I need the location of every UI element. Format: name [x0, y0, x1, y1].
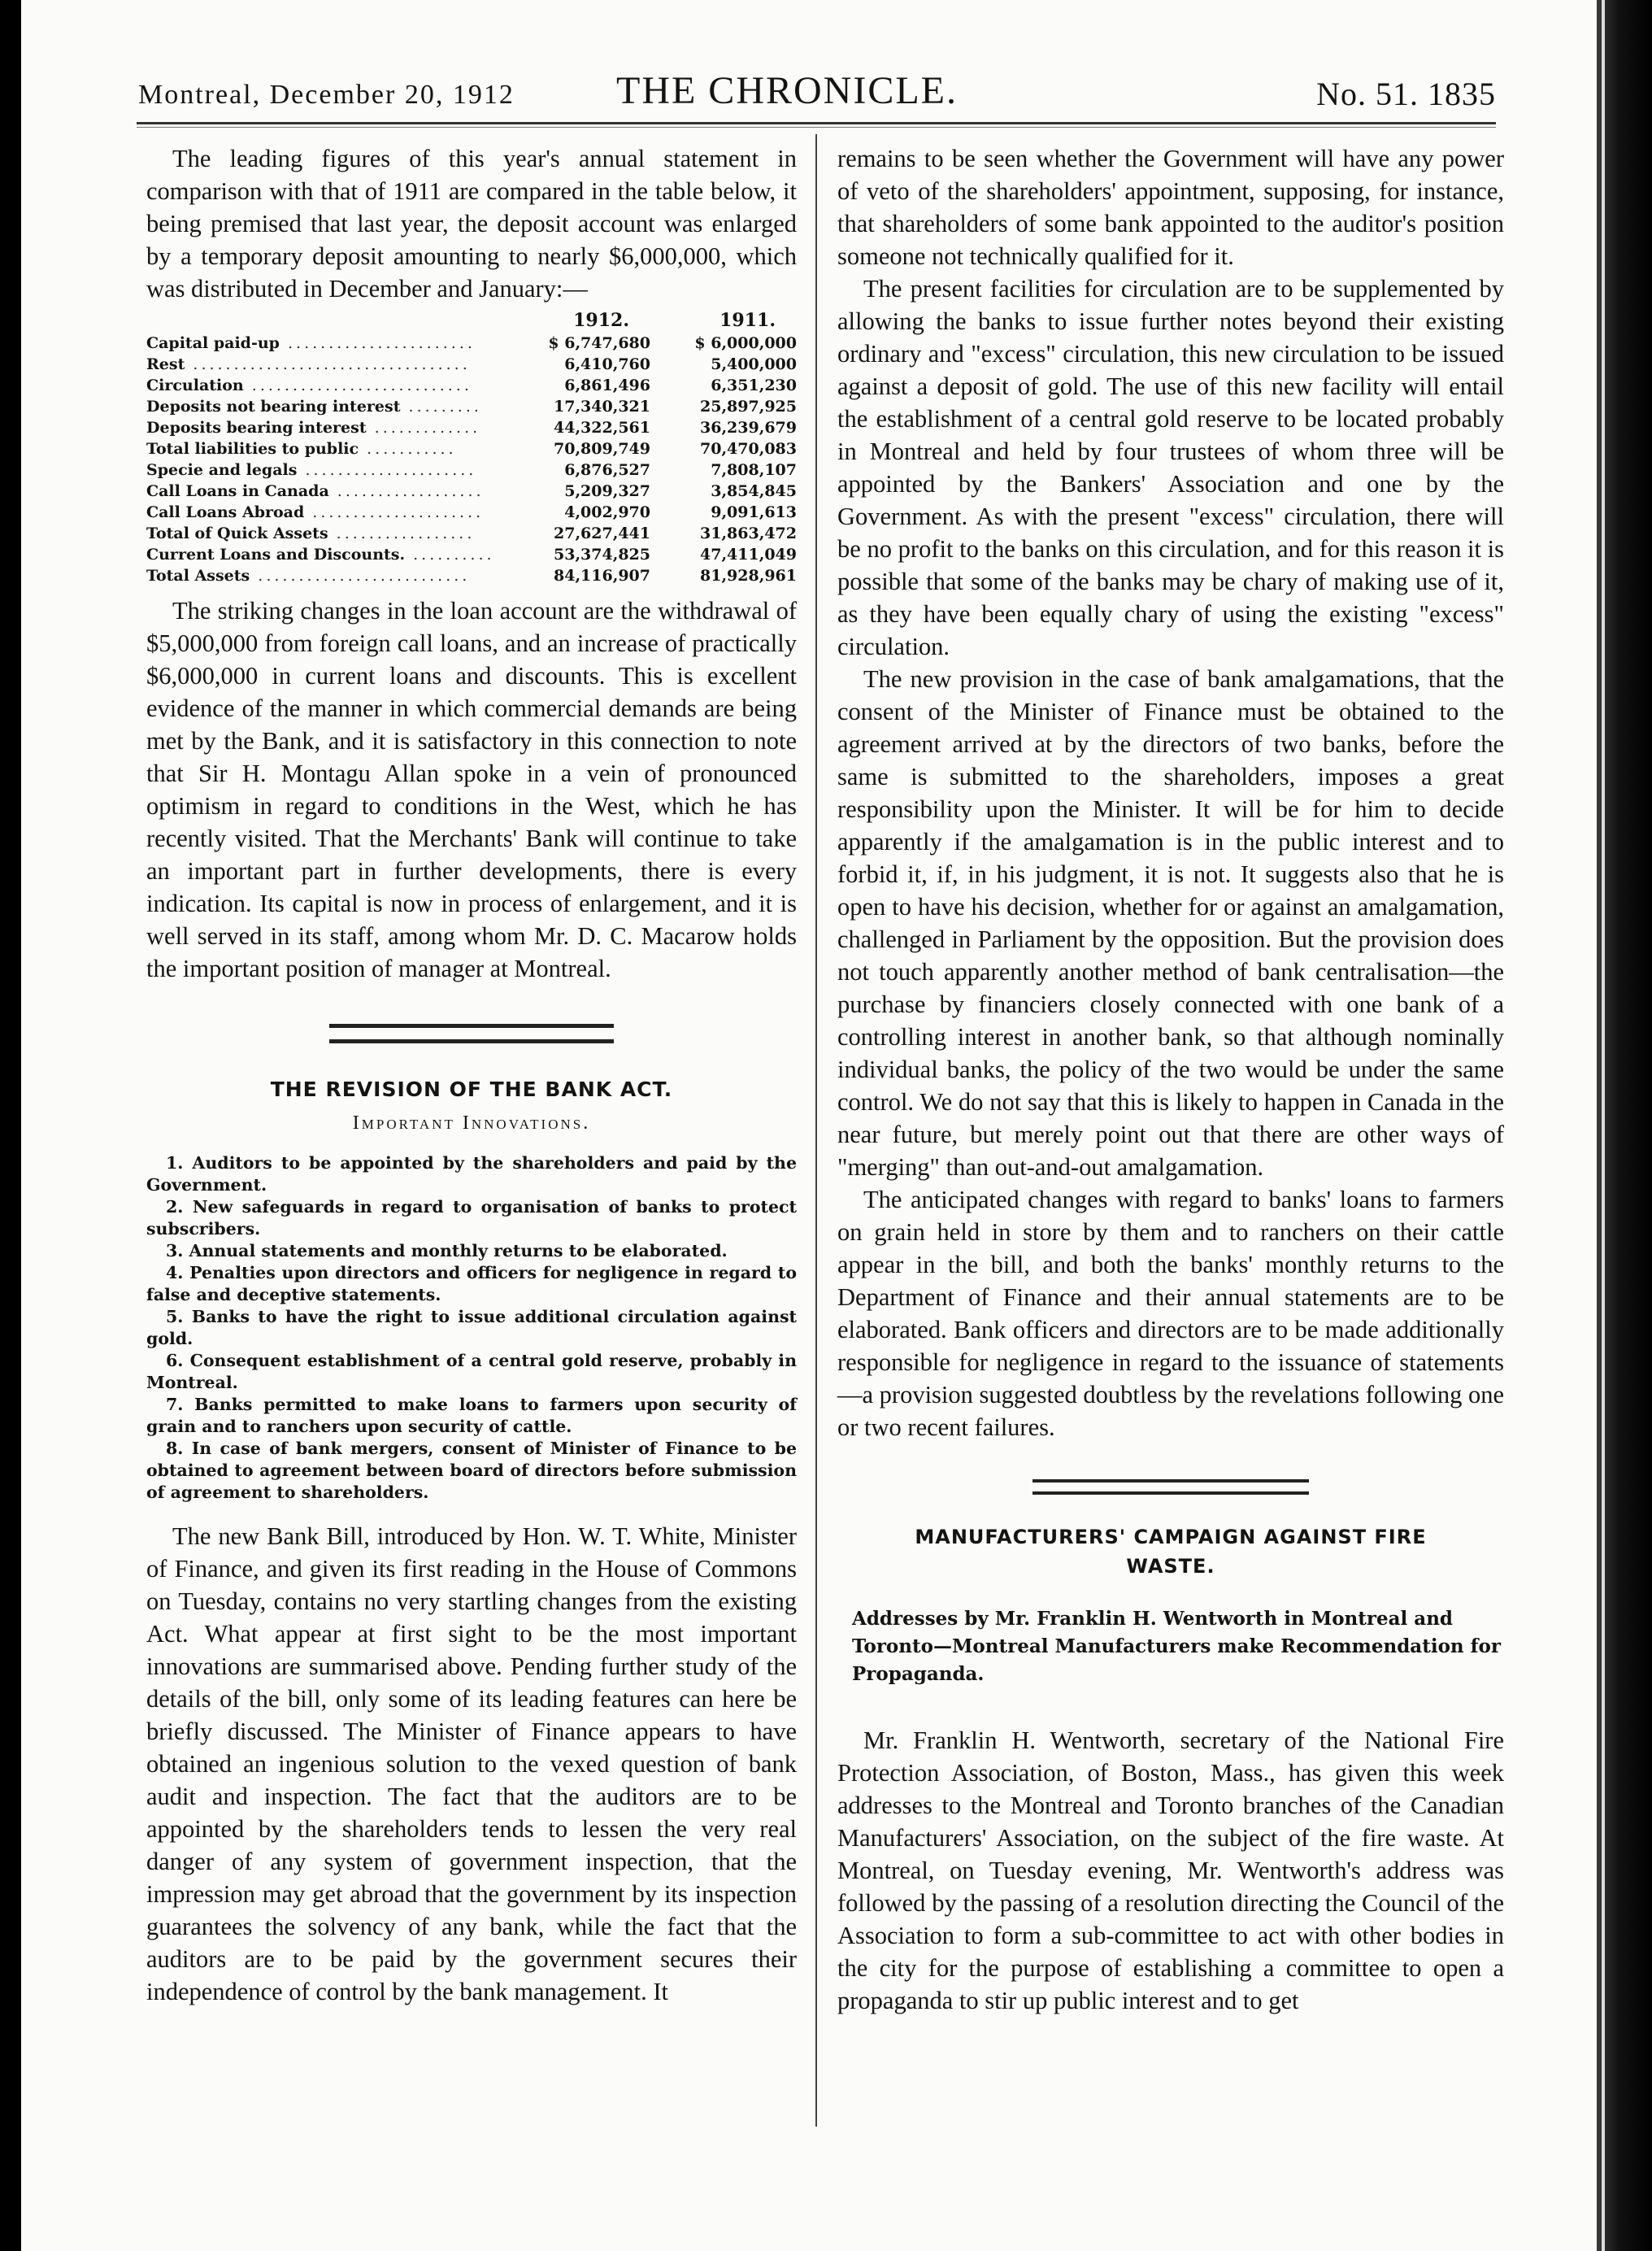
dot-leader: .......................... — [250, 567, 471, 585]
value-1912: 27,627,441 — [554, 525, 650, 542]
table-row — [146, 481, 797, 502]
value-1911: 3,854,845 — [711, 482, 797, 500]
farm-loans-paragraph: The anticipated changes with regard to banks' loans to farmers on grain held in store by them and to ranchers on their cattle appear in the bill, and both the banks' monthly returns to the Department of Finance and their annual statements are to be elaborated. Bank officers and directors are to be made additionally responsible for negligence in regard to the issuance of statements—a provision suggested doubtless by the revelations following one or two recent failures. — [837, 1186, 1504, 1441]
value-1911: 9,091,613 — [711, 503, 797, 521]
table-header-blank — [146, 310, 504, 333]
value-1911: 36,239,679 — [700, 419, 797, 437]
value-1911: 81,928,961 — [700, 567, 797, 585]
value-1912: $ 6,747,680 — [548, 334, 650, 352]
fire-waste-title: MANUFACTURERS' CAMPAIGN AGAINST FIRE WASTE. — [915, 1526, 1427, 1578]
list-item: 3. Annual statements and monthly returns to be elaborated. — [166, 1241, 728, 1260]
row-label: Total of Quick Assets ................. — [146, 525, 476, 542]
value-1911: 25,897,925 — [700, 398, 797, 416]
row-label: Total liabilities to public ........... — [146, 440, 457, 458]
dot-leader: .................. — [328, 482, 485, 500]
row-label: Current Loans and Discounts. .......... — [146, 546, 495, 564]
value-1911: 31,863,472 — [700, 525, 797, 542]
year-header-1911: 1911. — [719, 310, 776, 331]
dot-leader: ........................... — [243, 377, 472, 394]
dot-leader: ............. — [366, 419, 481, 437]
dot-leader: ......... — [400, 398, 482, 416]
value-1912: 5,209,327 — [564, 482, 650, 500]
row-label: Deposits not bearing interest ......... — [146, 398, 482, 416]
value-1912: 4,002,970 — [564, 503, 650, 521]
value-1912: 53,374,825 — [554, 546, 650, 564]
list-item: 1. Auditors to be appointed by the shareholders and paid by the Government. — [146, 1153, 797, 1195]
value-1912: 84,116,907 — [554, 567, 650, 585]
row-label: Call Loans in Canada .................. — [146, 482, 485, 500]
header-rule — [137, 122, 1496, 124]
section-separator-right — [1032, 1479, 1309, 1495]
circulation-facilities-paragraph: The present facilities for circulation are to be supplemented by allowing the banks to issue further notes beyond their existing ordinary and "excess" circulation, this new circulation to be issued against a deposit of gold. The use of this new facility will entail the establishment of a central gold reserve to be located probably in Montreal and held by four trustees of whom three will be appointed by the Bankers' Association and one by the Government. As with the present "excess" circulation, there will be no profit to the banks on this circulation, and for this reason it is possible that some of the banks may be chary of making use of it, as they have been equally chary of using the existing "excess" circulation. — [837, 275, 1504, 660]
value-1911: 70,470,083 — [700, 440, 797, 458]
table-row — [146, 438, 797, 459]
header-issue-page-number: No. 51. 1835 — [1316, 76, 1496, 112]
striking-changes-paragraph: The striking changes in the loan account are the withdrawal of $5,000,000 from foreign call loans, and an increase of practically $6,000,000 in current loans and discounts. This is excellent evidence of the manner in which commercial demands are being met by the Bank, and it is satisfactory in this connection to note that Sir H. Montagu Allan spoke in a vein of pronounced optimism in regard to conditions in the West, which he has recently visited. That the Merchants' Bank will continue to take an important part in further developments, there is every indication. Its capital is now in process of enlargement, and it is well served in its staff, among whom Mr. D. C. Macarow holds the important position of manager at Montreal. — [146, 597, 797, 982]
column-divider — [815, 134, 817, 2127]
table-row — [146, 459, 797, 481]
value-1911: $ 6,000,000 — [694, 334, 797, 352]
list-item: 7. Banks permitted to make loans to farmers upon security of grain and to ranchers upon security of cattle. — [146, 1395, 797, 1436]
list-item: 5. Banks to have the right to issue additional circulation against gold. — [146, 1307, 797, 1348]
right-column — [837, 142, 1504, 2017]
wentworth-paragraph: Mr. Franklin H. Wentworth, secretary of the National Fire Protection Association, of Boston, Mass., has given this week addresses to the Montreal and Toronto branches of the Canadian Manufacturers' Association, on the subject of the fire waste. At Montreal, on Tuesday evening, Mr. Wentworth's address was followed by the passing of a resolution directing the Council of the Association to form a sub-committee to act with other bodies in the city for the purpose of establishing a committee to open a propaganda to stir up public interest and to get — [837, 1726, 1504, 2014]
intro-paragraph: The leading figures of this year's annual statement in comparison with that of 1911 are compared in the table below, it being premised that last year, the deposit account was enlarged by a temporary deposit amounting to nearly $6,000,000, which was distributed in December and January:— — [146, 145, 797, 303]
annual-statement-table — [146, 310, 797, 586]
table-row — [146, 502, 797, 523]
binding-line — [1602, 0, 1605, 2251]
table-row — [146, 544, 797, 565]
table-body — [146, 333, 797, 586]
header-dateline: Montreal, December 20, 1912 — [138, 80, 515, 110]
dot-leader: ................. — [328, 525, 476, 542]
table-row — [146, 565, 797, 586]
value-1911: 6,351,230 — [711, 377, 797, 394]
list-item: 8. In case of bank mergers, consent of Minister of Finance to be obtained to agreement between board of directors before submission of agreement to shareholders. — [146, 1439, 797, 1502]
row-label: Total Assets .......................... — [146, 567, 471, 585]
dot-leader: .......... — [405, 546, 495, 564]
dot-leader: ..................... — [297, 461, 477, 479]
table-row — [146, 523, 797, 544]
row-label: Deposits bearing interest ............. — [146, 419, 481, 437]
row-label: Rest .................................. — [146, 355, 471, 373]
page-header — [137, 59, 1496, 115]
value-1912: 70,809,749 — [554, 440, 650, 458]
bank-bill-paragraph: The new Bank Bill, introduced by Hon. W. T. White, Minister of Finance, and given its first reading in the House of Commons on Tuesday, contains no very startling changes from the existing Act. What appear at first sight to be the most important innovations are summarised above. Pending further study of the details of the bill, only some of its leading features can here be briefly discussed. The Minister of Finance appears to have obtained an ingenious solution to the vexed question of bank audit and inspection. The fact that the auditors are to be appointed by the shareholders tends to lessen the very real danger of any system of government inspection, that the impression may get abroad that the government by its inspection guarantees the solvency of any bank, while the fact that the auditors are to be paid by the government secures their independence of control by the bank management. It — [146, 1522, 797, 2005]
list-item: 4. Penalties upon directors and officers for negligence in regard to false and deceptive statements. — [146, 1263, 797, 1304]
row-label: Circulation ........................... — [146, 377, 472, 394]
table-row — [146, 375, 797, 396]
dot-leader: ..................... — [304, 503, 485, 521]
value-1912: 6,861,496 — [564, 377, 650, 394]
revision-subtitle: Important Innovations. — [352, 1112, 591, 1134]
value-1912: 6,876,527 — [564, 461, 650, 479]
value-1911: 5,400,000 — [711, 355, 797, 373]
row-label: Capital paid-up ....................... — [146, 334, 476, 352]
row-label: Specie and legals ..................... — [146, 461, 477, 479]
amalgamation-paragraph: The new provision in the case of bank amalgamations, that the consent of the Minister of Finance must be obtained to the agreement arrived at by the directors of two banks, before the same is submitted to the shareholders, imposes a great responsibility upon the Minister. It will be for him to decide apparently if the amalgamation is in the public interest and to forbid it, if, in his judgment, it is not. It suggests also that he is open to have his decision, whether for or against an amalgamation, challenged in Parliament by the opposition. But the provision does not touch apparently another method of bank centralisation—the purchase by financiers closely connected with one bank of a controlling interest in another bank, so that although nominally individual banks, the policy of the two would be under the same control. We do not say that this is likely to happen in Canada in the near future, but merely point out that there are other ways of "merging" than out-and-out amalgamation. — [837, 665, 1504, 1181]
dot-leader: ........... — [359, 440, 457, 458]
dot-leader: .................................. — [185, 355, 471, 373]
list-item: 6. Consequent establishment of a central gold reserve, probably in Montreal. — [146, 1351, 797, 1392]
fire-waste-subhead: Addresses by Mr. Franklin H. Wentworth in Montreal and Toronto—Montreal Manufacturers make Recommendation for Propaganda. — [852, 1608, 1501, 1685]
value-1911: 47,411,049 — [700, 546, 797, 564]
table-row — [146, 396, 797, 417]
value-1912: 44,322,561 — [554, 419, 650, 437]
table-row — [146, 333, 797, 354]
year-header-1912: 1912. — [573, 310, 629, 331]
table-header-row — [146, 310, 797, 333]
value-1912: 17,340,321 — [554, 398, 650, 416]
table-row — [146, 417, 797, 438]
section-separator — [329, 1024, 614, 1043]
revision-title: THE REVISION OF THE BANK ACT. — [270, 1078, 673, 1101]
row-label: Call Loans Abroad ..................... — [146, 503, 485, 521]
value-1912: 6,410,760 — [564, 355, 650, 373]
dot-leader: ....................... — [279, 334, 476, 352]
header-masthead: THE CHRONICLE. — [616, 69, 958, 112]
value-1911: 7,808,107 — [711, 461, 797, 479]
table-row — [146, 354, 797, 375]
page-edge-shadow — [1597, 0, 1652, 2251]
continued-paragraph: remains to be seen whether the Government will have any power of veto of the shareholders' appointment, supposing, for instance, that shareholders of some bank appointed to the auditor's position someone not technically qualified for it. — [837, 145, 1504, 270]
header-rule-thin — [137, 127, 1496, 128]
list-item: 2. New safeguards in regard to organisation of banks to protect subscribers. — [146, 1197, 797, 1239]
left-column — [146, 142, 797, 2008]
innovations-list — [146, 1152, 797, 1504]
